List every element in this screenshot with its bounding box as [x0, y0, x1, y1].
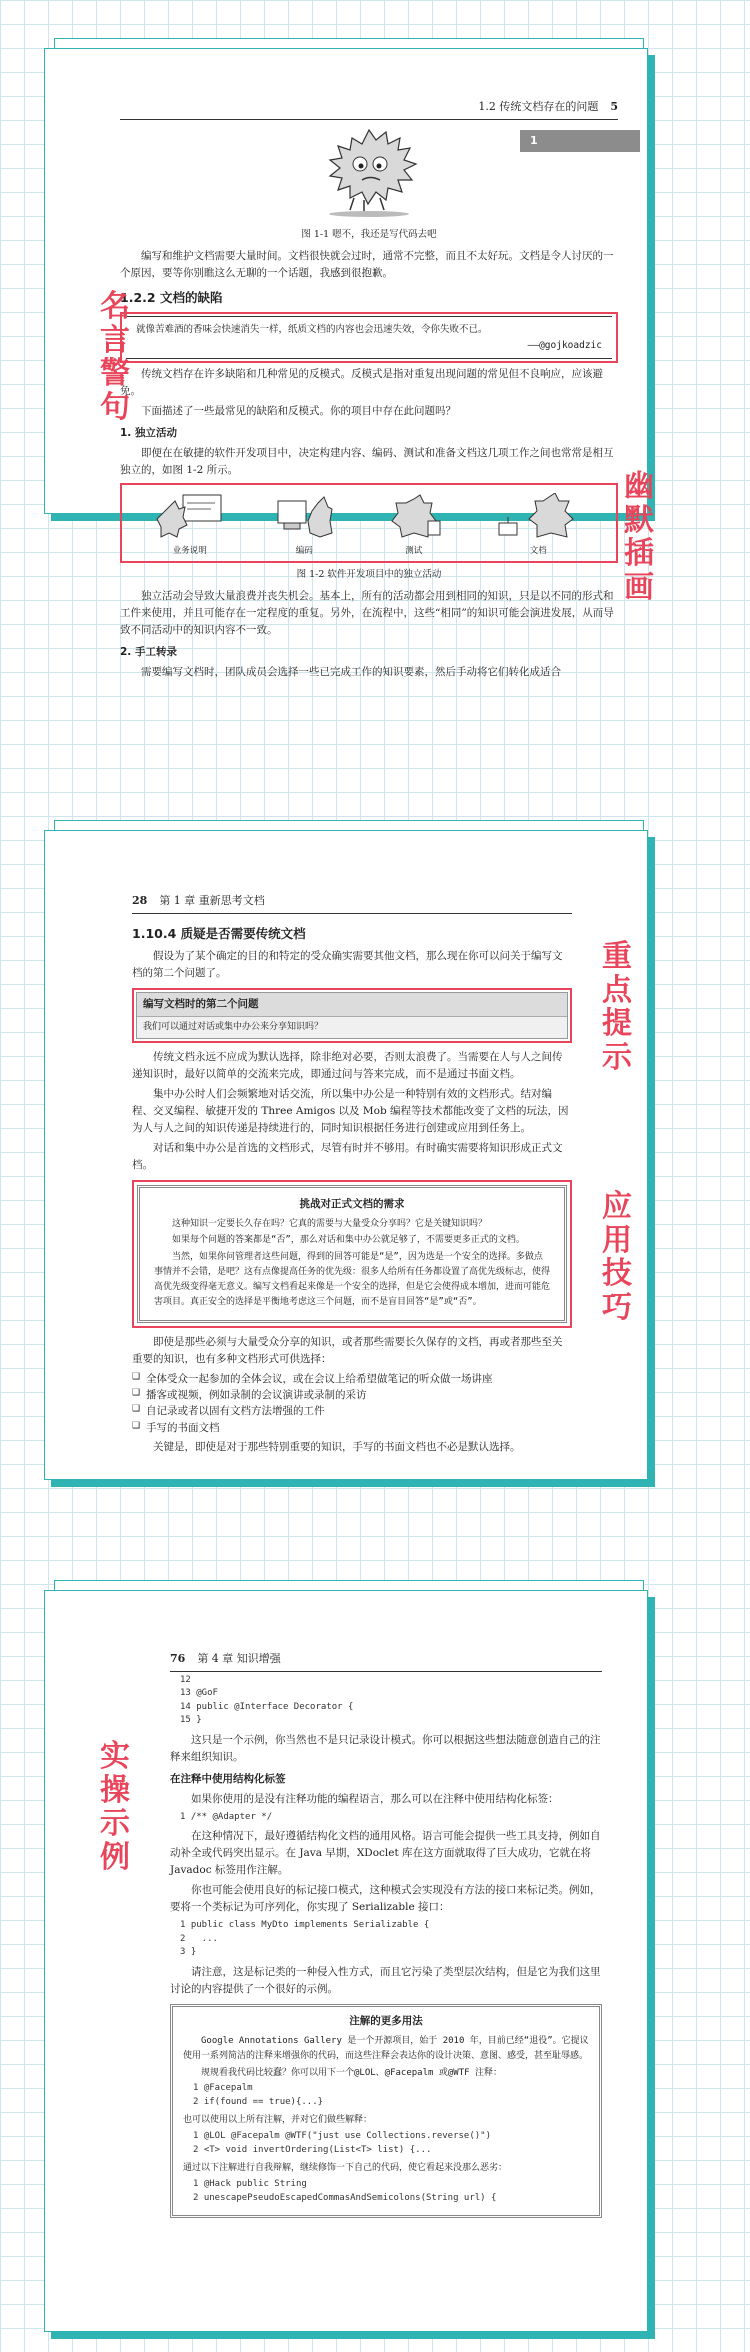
annotations-sidebar-p4: 通过以下注解进行自我辩解，继续修饰一下自己的代码，使它看起来没那么恶劣：	[183, 2163, 508, 2174]
illustration-highlight-box	[120, 483, 618, 563]
page3-paragraph-5: 请注意，这是标记类的一种侵入性方式，而且它污染了类型层次结构，但是它为我们这里讨论的内容提供了一个很好的示例。	[170, 1965, 601, 1995]
chapter-tab-number: 1	[530, 134, 538, 147]
code-block-facepalm: 1 @Facepalm 2 if(found == true){...}	[193, 2083, 324, 2107]
sidebar-paragraph-2: 如果每个问题的答案都是“否”，那么对话和集中办公就足够了，不需要更多正式的文档。	[172, 1235, 525, 1246]
list-item: ❑ 自记录或者以固有文档方法增强的工件	[132, 1403, 572, 1419]
quote-highlight-box	[120, 312, 618, 363]
page1-paragraph-5: 独立活动会导致大量浪费并丧失机会。基本上，所有的活动都会用到相同的知识，只是以不同的形式和工件来使用，并且可能存在一定程度的重复。另外，在流程中，这些“相同”的知识可能会演进发展，从而导致不同活动中的知识内容不一致。	[120, 590, 614, 637]
page1-paragraph-3: 下面描述了一些最常见的缺陷和反模式。你的项目中存在此问题吗？	[141, 405, 456, 418]
annotations-sidebar-title: 注解的更多用法	[349, 2014, 423, 2027]
monster-cake-icon	[493, 493, 583, 539]
page2-paragraph-5: 即使是那些必须与大量受众分享的知识，或者那些需要长久保存的文档，再或者那些至关重要的知识，也有多种文档形式可供选择：	[132, 1335, 563, 1365]
list-item: ❑ 播客或视频，例如录制的会议演讲或录制的采访	[132, 1387, 572, 1403]
subsection-manual-transcription: 2. 手工转录	[120, 646, 177, 659]
page3-content	[170, 1650, 602, 2224]
label-practical-examples: 实 操 示 例	[100, 1739, 130, 1875]
section-1-2-2-title: 1.2.2 文档的缺陷	[120, 290, 223, 306]
page3-paragraph-3: 在这种情况下，最好遵循结构化文档的通用风格。语言可能会提供一些工具支持，例如自动补全或代码突出显示。在 Java 早期，XDoclet 库在这方面就取得了巨大成功，它就在将 Javadoc 标签用作注解。	[170, 1830, 601, 1877]
sidebar-paragraph-1: 这种知识一定要长久存在吗？它真的需要与大量受众分享吗？它是关键知识吗？	[172, 1218, 488, 1229]
illus-documentation	[493, 493, 583, 559]
illus-business-description	[155, 493, 225, 559]
code-block-decorator: 12 13 @GoF 14 public @Interface Decorator { 15 }	[180, 1674, 354, 1726]
page2-paragraph-3: 集中办公时人们会频繁地对话交流，所以集中办公是一种特别有效的文档形式。结对编程、交叉编程、敏捷开发的 Three Amigos 以及 Mob 编程等技术都能改变了文档的玩法，因为人与人之间的知识传递是持续进行的，同时知识根据任务进行创建或应用到任务上。	[132, 1087, 569, 1134]
monster-illustration	[120, 126, 618, 224]
challenge-sidebar	[137, 1185, 567, 1323]
note-text: 我们可以通过对话或集中办公来分享知识吗？	[143, 1022, 324, 1033]
page3-paragraph-2: 如果你使用的是没有注释功能的编程语言，那么可以在注释中使用结构化标签：	[191, 1792, 559, 1805]
page2-paragraph-1: 假设为了某个确定的目的和特定的受众确实需要其他文档，那么现在你可以问关于编写文档的第二个问题了。	[132, 950, 563, 980]
page2-header-title: 第 1 章 重新思考文档	[159, 894, 265, 907]
note-title: 编写文档时的第二个问题	[137, 993, 567, 1017]
label-application-tips: 应 用 技 巧	[602, 1189, 632, 1325]
hairy-monster-image	[294, 126, 444, 218]
code-block-adapter: 1 /** @Adapter */	[180, 1811, 273, 1822]
figure-1-2-caption: 图 1-2 软件开发项目中的独立活动	[296, 568, 442, 580]
label-key-points: 重 点 提 示	[602, 939, 632, 1075]
annotations-sidebar-p3: 也可以使用以上所有注解，并对它们做些解释：	[183, 2115, 373, 2126]
illus-label-3: 文档	[529, 545, 547, 556]
page1-paragraph-1: 编写和维护文档需要大量时间。文档很快就会过时，通常不完整，而且不太好玩。文档是令人讨厌的一个原因，要等你别瞧这么无聊的一个话题，我感到很抱歉。	[120, 250, 614, 280]
sidebar-title: 挑战对正式文档的需求	[299, 1197, 405, 1210]
documentation-forms-list	[132, 1371, 572, 1436]
monster-board-icon	[155, 493, 225, 539]
label-humor-illustration: 幽 默 插 画	[624, 469, 654, 605]
key-tip-highlight-box	[132, 988, 572, 1043]
page3-paragraph-4: 你也可能会使用良好的标记接口模式，这种模式会实现没有方法的接口来标记类。例如，要将一个类标记为可序列化，你实现了 Serializable 接口：	[170, 1884, 601, 1914]
list-item: ❑ 手写的书面文档	[132, 1420, 572, 1436]
list-item: ❑ 全体受众一起参加的全体会议，或在会议上给希望做笔记的听众做一场讲座	[132, 1371, 572, 1387]
page1-paragraph-6: 需要编写文档时，团队成员会选择一些已完成工作的知识要素，然后手动将它们转化成适合	[141, 666, 561, 679]
page1-content	[120, 98, 618, 684]
application-tip-highlight-box	[132, 1180, 572, 1328]
monster-lab-icon	[384, 493, 444, 539]
page3-header-title: 第 4 章 知识增强	[197, 1652, 281, 1665]
sidebar-paragraph-3: 当然，如果你问管理者这些问题，得到的回答可能是“是”，因为选是一个安全的选择。多做点事情并不会错，是吧？这有点像提高任务的优先级：很多人给所有任务都设置了高优先级标志，使得高优先级变得毫无意义。编写文档看起来像是一个安全的选择，但是它会使得成本增加，进而可能危害项目。真正安全的选择是平衡地考虑这三个问题，而不是盲目回答“是”或“否”。	[154, 1252, 551, 1307]
epigraph-quote	[126, 316, 612, 359]
annotations-sidebar-p2: 规规看我代码比较蠢？你可以用下一个@LOL、@Facepalm 或@WTF 注释：	[201, 2067, 502, 2078]
monster-computer-icon	[274, 493, 334, 539]
page3-page-number: 76	[170, 1652, 186, 1665]
activities-illustration	[122, 485, 616, 561]
annotations-sidebar	[170, 2004, 602, 2218]
page1-header-title: 1.2 传统文档存在的问题	[478, 100, 599, 113]
code-block-serializable: 1 public class MyDto implements Serializable { 2 ... 3 }	[180, 1920, 430, 1958]
code-block-lol-wtf: 1 @LOL @Facepalm @WTF("just use Collections.reverse()") 2 <T> void invertOrdering(List<T> list) {...	[193, 2131, 492, 2155]
second-question-note	[136, 992, 568, 1039]
illus-testing	[384, 493, 444, 559]
page1-paragraph-4: 即便在在敏捷的软件开发项目中，决定构建内容、编码、测试和准备文档这几项工作之间也常常是相互独立的，如图 1-2 所示。	[120, 447, 614, 477]
page2-paragraph-4: 对话和集中办公是首选的文档形式，尽管有时并不够用。有时确实需要将知识形成正式文档。	[132, 1141, 563, 1171]
page2-content	[132, 892, 572, 1459]
page2-paragraph-2: 传统文档永远不应成为默认选择，除非绝对必要，否则太浪费了。当需要在人与人之间传递知识时，最好以简单的交流来完成，即通过问与答来完成，而不是通过书面文档。	[132, 1050, 563, 1080]
page1-paragraph-2: 传统文档存在许多缺陷和几种常见的反模式。反模式是指对重复出现问题的常见但不良响应，应该避免。	[120, 368, 603, 398]
page2-paragraph-6: 关键是，即使是对于那些特别重要的知识，手写的书面文档也不必是默认选择。	[153, 1440, 521, 1453]
annotations-sidebar-p1: Google Annotations Gallery 是一个开源项目，始于 2010 年，目前已经“退役”。它提议使用一系列简洁的注释来增强你的代码，而这些注释会表达你的设计决策、意图、感受，甚至耻辱感。	[183, 2035, 589, 2061]
page3-paragraph-1: 这只是一个示例，你当然也不是只记录设计模式。你可以根据这些想法随意创造自己的注释来组织知识。	[170, 1733, 601, 1763]
illus-label-2: 测试	[405, 545, 423, 556]
illus-label-1: 编码	[295, 545, 313, 556]
page2-page-number: 28	[132, 894, 148, 907]
subsection-structured-tags: 在注释中使用结构化标签	[170, 1772, 286, 1785]
page1-page-number: 5	[610, 100, 618, 113]
label-famous-quotes: 名 言 警 句	[100, 289, 130, 425]
code-block-hack: 1 @Hack public String 2 unescapePseudoEscapedCommasAndSemicolons(String url) {	[193, 2179, 497, 2203]
page1-running-head	[120, 98, 618, 120]
quote-text: 就像苦难酒的香味会快速消失一样，纸质文档的内容也会迅速失效，令你失败不已。	[136, 324, 488, 336]
quote-attribution: ——@gojkoadzic	[527, 339, 602, 351]
page2-running-head	[132, 892, 572, 914]
subsection-independent-activities: 1. 独立活动	[120, 427, 177, 440]
figure-1-1-caption: 图 1-1 嗯不，我还是写代码去吧	[301, 228, 437, 240]
illus-label-0: 业务说明	[172, 545, 207, 556]
page3-running-head	[170, 1650, 602, 1672]
section-1-10-4-title: 1.10.4 质疑是否需要传统文档	[132, 925, 306, 941]
illus-coding	[274, 493, 334, 559]
